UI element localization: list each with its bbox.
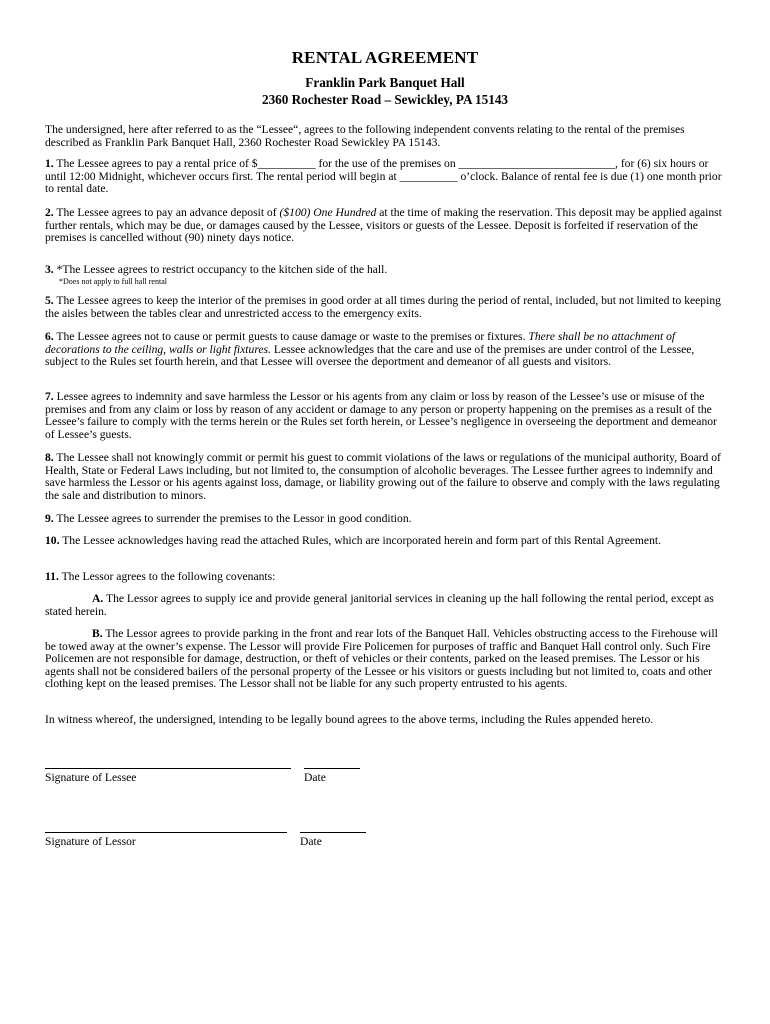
covenant-letter: B. xyxy=(92,627,103,640)
clause-number: 3. xyxy=(45,263,54,276)
clause-number: 9. xyxy=(45,512,54,525)
clause-text: Lessee acknowledges that the care and use of the premises are under control of the Lessee, subject to the Rules set fourth herein, and that Lessee will oversee the deportment and demeanor of all guests and visitors. xyxy=(45,342,695,369)
clause-text: The Lessee agrees to keep the interior of the premises in good order at all times during the period of rental, included, but not limited to keeping the aisles between the tables clear and unrestricted access to the emergency exits. xyxy=(45,294,721,320)
covenant-a xyxy=(45,593,729,618)
clause-number: 11. xyxy=(45,570,59,583)
clause-text: The Lessee agrees to pay a rental price of $__________ for the use of the premises on ___________________________, for (6) six hours or until 12:00 Midnight, whichever occurs first. The rental period will begin at __________ o’clock. Balance of rental fee is due (1) one month prior to rental date. xyxy=(45,157,722,196)
clause-11 xyxy=(45,571,729,584)
witness-paragraph: In witness whereof, the undersigned, intending to be legally bound agrees to the above terms, including the Rules appended hereto. xyxy=(45,713,654,726)
lessee-signature-line[interactable] xyxy=(45,768,291,769)
clause-6 xyxy=(45,331,729,369)
clause-text: at the time of making the reservation. This deposit may be applied against further rentals, which may be due, or damages caused by the Lessee, visitors or guests of the Lessee. Deposit is forfeited if reservation of the premises is cancelled without (90) ninety days notice. xyxy=(45,206,722,245)
covenant-b xyxy=(45,628,729,691)
clause-9 xyxy=(45,513,729,526)
clause-text: The Lessee shall not knowingly commit or permit his guest to commit violations of the laws or regulations of the municipal authority, Board of Health, State or Federal Laws including, but not limited to, the consumption of alcoholic beverages. The Lessee further agrees to indemnify and save harmless the Lessor or his agents against loss, damage, or liability growing out of the failure to observe and comply with the laws regulating the sale and distribution to minors. xyxy=(45,451,721,502)
clause-1 xyxy=(45,158,729,196)
clause-3 xyxy=(45,264,729,286)
clause-text: The Lessee acknowledges having read the attached Rules, which are incorporated herein and form part of this Rental Agreement. xyxy=(62,534,661,547)
lessor-signature-line[interactable] xyxy=(45,832,287,833)
document-title: RENTAL AGREEMENT xyxy=(291,48,479,67)
clause-number: 6. xyxy=(45,330,54,343)
lessor-signature-label: Signature of Lessor xyxy=(45,835,136,848)
clause-number: 1. xyxy=(45,157,54,170)
clause-text: The Lessor agrees to the following covenants: xyxy=(61,570,276,583)
clause-text: The Lessee agrees to surrender the premises to the Lessor in good condition. xyxy=(56,512,412,525)
clause-text: The Lessee agrees not to cause or permit guests to cause damage or waste to the premises or fixtures. xyxy=(56,330,529,343)
clause-number: 10. xyxy=(45,534,60,547)
covenant-letter: A. xyxy=(92,592,104,605)
covenant-text: The Lessor agrees to supply ice and provide general janitorial services in cleaning up the hall following the rental period, except as stated herein. xyxy=(45,592,714,618)
venue-address: 2360 Rochester Road – Sewickley, PA 15143 xyxy=(261,92,509,107)
covenant-text: The Lessor agrees to provide parking in the front and rear lots of the Banquet Hall. Vehicles obstructing access to the Firehouse will be towed away at the owner’s expense. The Lessor will provide Fire Policemen for purposes of traffic and Banquet Hall control only. Such Fire Policemen are not responsible for damage, destruction, or theft of vehicles or their contents, parked on the leased premises. The Lessor or his agents shall not be considered bailers of the personal property of the Lessee or his visitors or guests including but not limited to, coats and other clothing kept on the leased premises. The Lessor shall not be liable for any such property entrusted to his agents. xyxy=(45,627,718,691)
clause-2 xyxy=(45,207,729,245)
clause-10 xyxy=(45,535,729,548)
lessor-date-label: Date xyxy=(300,835,322,848)
clause-number: 7. xyxy=(45,390,54,403)
clause-7 xyxy=(45,391,729,441)
decorations-rule: There shall be no attachment of decorations to the ceiling, walls or light fixtures. xyxy=(45,330,676,356)
venue-name: Franklin Park Banquet Hall xyxy=(305,75,465,90)
clause-5 xyxy=(45,295,729,320)
deposit-amount: ($100) One Hundred xyxy=(279,206,377,219)
lessee-date-line[interactable] xyxy=(304,768,360,769)
clause-number: 2. xyxy=(45,206,54,219)
clause-3-footnote: *Does not apply to full hall rental xyxy=(59,276,167,286)
clause-text: The Lessee agrees to pay an advance deposit of xyxy=(56,206,280,219)
clause-number: 8. xyxy=(45,451,54,464)
clause-text: Lessee agrees to indemnity and save harmless the Lessor or his agents from any claim or loss by reason of the Lessee’s use or misuse of the premises and from any claim or loss by reason of any accident or damage to any person or property happening on the premises as a result of the Lessee’s failure to comply with the terms herein or the Rules set forth herein, or Lessee’s negligence in overseeing the deportment and demeanor of Lessee’s guests. xyxy=(45,390,717,441)
clause-text: *The Lessee agrees to restrict occupancy to the kitchen side of the hall. xyxy=(56,263,388,276)
clause-number: 5. xyxy=(45,294,54,307)
lessee-date-label: Date xyxy=(304,771,326,784)
lessee-signature-label: Signature of Lessee xyxy=(45,771,137,784)
lessor-date-line[interactable] xyxy=(300,832,366,833)
clause-8 xyxy=(45,452,729,502)
intro-paragraph: The undersigned, here after referred to as the “Lessee“, agrees to the following independent convents relating to the rental of the premises described as Franklin Park Banquet Hall, 2360 Rochester Road Sewickley PA 15143. xyxy=(45,123,685,149)
